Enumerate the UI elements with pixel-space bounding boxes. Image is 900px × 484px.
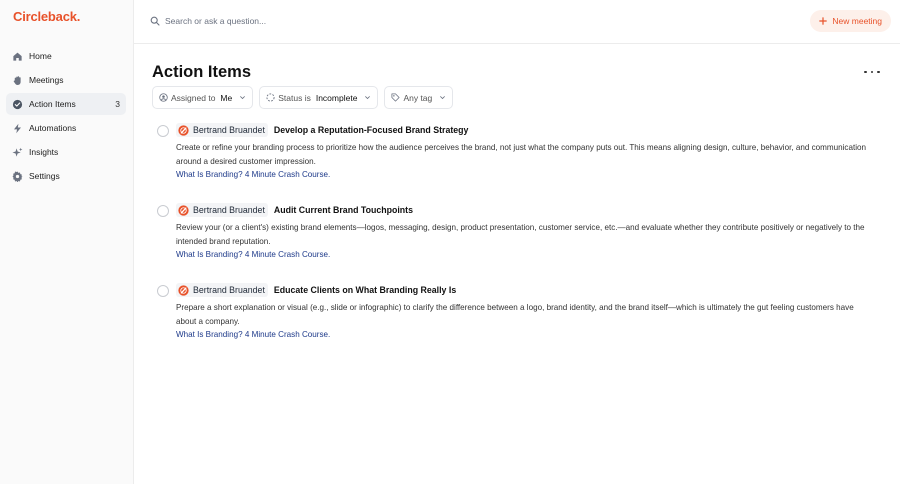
filter-label: Assigned to bbox=[171, 92, 216, 103]
filter-status[interactable] bbox=[259, 86, 378, 109]
home-icon bbox=[12, 51, 23, 62]
sidebar-item-home[interactable] bbox=[6, 45, 126, 67]
sidebar-item-action-items[interactable] bbox=[6, 93, 126, 115]
sidebar-item-label: Automations bbox=[29, 123, 77, 133]
owner-name: Bertrand Bruandet bbox=[193, 205, 265, 215]
owner-chip[interactable] bbox=[176, 283, 268, 297]
filter-bar bbox=[152, 86, 453, 109]
action-item bbox=[152, 202, 887, 282]
filter-value: Incomplete bbox=[315, 92, 358, 103]
owner-chip[interactable] bbox=[176, 203, 268, 217]
tag-icon bbox=[391, 93, 400, 102]
search-icon bbox=[150, 16, 160, 26]
filter-assigned-to[interactable] bbox=[152, 86, 253, 109]
plus-icon bbox=[819, 17, 827, 25]
dot-icon bbox=[877, 71, 880, 74]
gear-icon bbox=[12, 171, 23, 182]
sidebar-item-label: Insights bbox=[29, 147, 59, 157]
logo[interactable] bbox=[13, 9, 80, 24]
action-item-header bbox=[176, 203, 413, 217]
action-item bbox=[152, 122, 887, 202]
avatar bbox=[178, 125, 189, 136]
action-item-title[interactable]: Audit Current Brand Touchpoints bbox=[273, 205, 413, 215]
action-item-header bbox=[176, 283, 456, 297]
logo-text: Circleback bbox=[13, 9, 77, 24]
sidebar-item-label: Settings bbox=[29, 171, 60, 181]
filter-tag[interactable] bbox=[384, 86, 453, 109]
complete-checkbox[interactable] bbox=[157, 205, 169, 217]
action-item-title[interactable]: Develop a Reputation-Focused Brand Strategy bbox=[273, 125, 469, 135]
top-bar bbox=[134, 0, 900, 44]
complete-checkbox[interactable] bbox=[157, 285, 169, 297]
owner-chip[interactable] bbox=[176, 123, 268, 137]
action-items-list bbox=[152, 122, 887, 362]
action-item-description: Prepare a short explanation or visual (e.g., slide or infographic) to clarify the difference between a logo, brand identity, and the brand itself—which is ultimately the gut feeling customers have about a company. bbox=[176, 303, 854, 326]
sidebar-item-meetings[interactable] bbox=[6, 69, 126, 91]
action-item bbox=[152, 282, 887, 362]
avatar bbox=[178, 285, 189, 296]
sidebar-item-count: 3 bbox=[115, 99, 120, 109]
owner-name: Bertrand Bruandet bbox=[193, 285, 265, 295]
action-item-title[interactable]: Educate Clients on What Branding Really Is bbox=[273, 285, 457, 295]
sparkle-icon bbox=[12, 147, 23, 158]
sidebar-nav bbox=[6, 45, 126, 189]
meeting-link[interactable]: What Is Branding? 4 Minute Crash Course. bbox=[176, 250, 331, 259]
avatar bbox=[178, 205, 189, 216]
sidebar-item-label: Action Items bbox=[29, 99, 76, 109]
sidebar-item-automations[interactable] bbox=[6, 117, 126, 139]
hand-icon bbox=[12, 75, 23, 86]
filter-value: Me bbox=[220, 92, 233, 103]
action-item-header bbox=[176, 123, 468, 137]
search-bar bbox=[150, 14, 550, 28]
action-item-description: Review your (or a client's) existing brand elements—logos, messaging, design, product presentation, customer service, etc.—and evaluate whether they contribute positively or negatively to the intended brand reputation. bbox=[176, 223, 865, 246]
user-circle-icon bbox=[159, 93, 168, 102]
logo-dot: . bbox=[76, 9, 81, 24]
check-circle-icon bbox=[12, 99, 23, 110]
filter-label: Status is bbox=[278, 92, 311, 103]
search-input[interactable] bbox=[165, 16, 525, 26]
new-meeting-label: New meeting bbox=[832, 16, 882, 26]
chevron-down-icon bbox=[439, 94, 446, 101]
dot-icon bbox=[871, 71, 874, 74]
sidebar-item-label: Home bbox=[29, 51, 52, 61]
dot-icon bbox=[864, 71, 867, 74]
sidebar-item-insights[interactable] bbox=[6, 141, 126, 163]
more-options-button[interactable] bbox=[864, 66, 880, 78]
filter-label: Any tag bbox=[403, 92, 433, 103]
sidebar-item-label: Meetings bbox=[29, 75, 64, 85]
sidebar-item-settings[interactable] bbox=[6, 165, 126, 187]
complete-checkbox[interactable] bbox=[157, 125, 169, 137]
action-item-description: Create or refine your branding process to prioritize how the audience perceives the brand, not just what the company puts out. This means aligning design, culture, behavior, and communication around a desired customer impression. bbox=[176, 143, 867, 166]
new-meeting-button[interactable] bbox=[810, 10, 891, 32]
chevron-down-icon bbox=[239, 94, 246, 101]
lightning-icon bbox=[12, 123, 23, 134]
chevron-down-icon bbox=[364, 94, 371, 101]
meeting-link[interactable]: What Is Branding? 4 Minute Crash Course. bbox=[176, 330, 331, 339]
owner-name: Bertrand Bruandet bbox=[193, 125, 265, 135]
page-title: Action Items bbox=[152, 63, 252, 81]
dashed-circle-icon bbox=[266, 93, 275, 102]
meeting-link[interactable]: What Is Branding? 4 Minute Crash Course. bbox=[176, 170, 331, 179]
sidebar bbox=[0, 0, 134, 484]
